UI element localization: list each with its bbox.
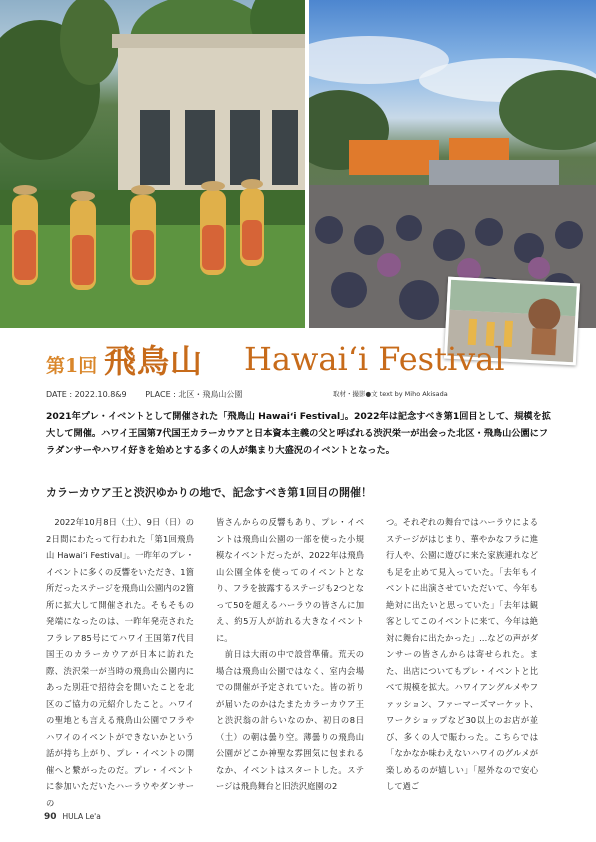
event-date: DATE : 2022.10.8&9 [46,390,127,399]
page-footer [44,812,101,822]
edition-number: 第1回 [46,355,98,377]
lead-paragraph: 2021年プレ・イベントとして開催された「飛鳥山 Hawaiʻi Festival」。2022年は記念すべき第1回目として、規模を拡大して開催。ハワイ王国第7代国王カラーカウアと日本資本主義の父と呼ばれる渋沢栄一が出会った北区・飛鳥山公園にフラダンサーやハワイ好きを始めとする多くの人が集まり大盛況のイベントとなった。 [46,411,551,456]
event-meta [46,389,242,400]
event-place: PLACE : 北区・飛鳥山公園 [145,390,243,399]
body-column-2: 皆さんからの反響もあり、プレ・イベントは飛鳥山公園の一部を使った小規模なイベントだったが、2022年は飛鳥山公園全体を使ってのイベントとなり、フラを披露するステージも2つとなって50を超えるハーラウの皆さんに加え、約5万人が訪れる大きなイベントに。 前日は大雨の中で設営準備。荒天の場合は飛鳥山公園ではなく、室内会場での開催が予定されていた。皆の祈りが届いたのかはたまたカラーカウア王と渋沢翁の計らいなのか、初日の8日（土）の朝は曇り空。薄曇りの飛鳥山公園がどこか神聖な雰囲気に包まれるなか、イベントはスタートした。ステージは飛鳥舞台と旧渋沢庭園の2 [216,517,364,791]
page-number: 90 [44,812,57,822]
body-column-1: 2022年10月8日（土）、9日（日）の2日間にわたって行われた「第1回飛鳥山 Hawaiʻi Festival」。一昨年のプレ・イベントに多くの反響をいただき、1箇所だったステージを飛鳥山公園内の2箇所に拡大して開催された。そもそもの発端になったのは、一昨年発売されたフラレア85号にてハワイ王国第7代目国王のカラーカウアが日本に訪れた際、渋沢栄一が当時の飛鳥山公園内にあった別荘で招待会を開いたことを北区のご協力の元紹介したこと。ハワイの聖地とも言える飛鳥山公園でフラやハワイのイベントができないかという話が持ち上がり、プレ・イベントの開催へと繋がったのだ。プレ・イベントに参加いただいたハーラウやダンサーの [46,517,194,808]
hula-dancers-photo [0,0,305,328]
photo-strip [0,0,596,328]
section-subhead: カラーカウア王と渋沢ゆかりの地で、記念すべき第1回目の開催！ [46,486,372,499]
title-english: Hawaiʻi Festival [244,340,505,378]
magazine-name: HULA Le'a [62,812,101,821]
photo-credit: 取材・撮影●文 text by Miho Akisada [333,390,448,398]
body-column-3: つ。それぞれの舞台ではハーラウによるステージがはじまり、華やかなフラに進行人や、公園に遊びに来た家族連れなども足を止めて見入っていた。「去年もイベントに出演させていただいて、今年も絶対に出たいと思っていた」「去年は観客としてこのイベントに来て、今年は絶対に舞台に出たかった」…などの声がダンサーの皆さんからは寄せられた。また、出店についてもプレ・イベントと比べて規模を拡大。ハワイアングルメやファッション、ファーマーズマーケット、ワークショップなど30以上のお店が並び、多くの人で賑わった。こちらでは「なかなか味わえないハワイのグルメが楽しめるのが嬉しい」「屋外なので安心して過ご [386,517,538,791]
hula-dancers-illustration [0,0,305,328]
title-place: 飛鳥山 [104,342,204,380]
